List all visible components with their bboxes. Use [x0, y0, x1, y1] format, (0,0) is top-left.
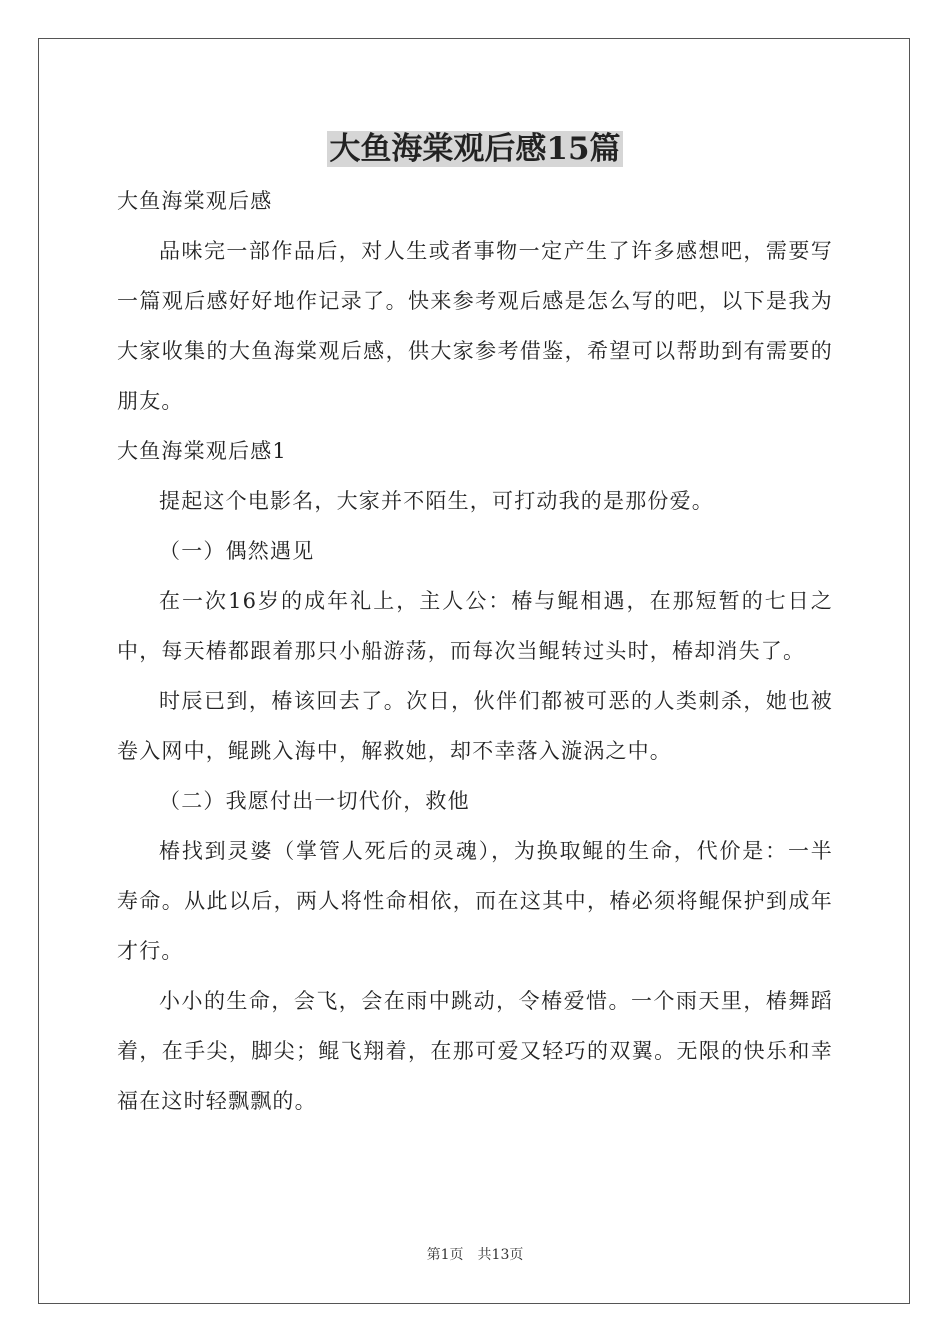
- paragraph: 提起这个电影名，大家并不陌生，可打动我的是那份爱。: [159, 489, 714, 513]
- subheading-part-1: （一）偶然遇见: [159, 539, 315, 563]
- paragraph: 时辰已到，椿该回去了。次日，伙伴们都被可恶的人类刺杀，她也被卷入网中，鲲跳入海中，解救她，却不幸落入漩涡之中。: [117, 689, 833, 763]
- document-body: [117, 176, 833, 1126]
- page-number: 第1页: [426, 1247, 464, 1263]
- page-footer: [0, 1245, 950, 1265]
- paragraph: 小小的生命，会飞，会在雨中跳动，令椿爱惜。一个雨天里，椿舞蹈着，在手尖，脚尖；鲲飞翔着，在那可爱又轻巧的双翼。无限的快乐和幸福在这时轻飘飘的。: [117, 989, 833, 1113]
- document-title-text: 大鱼海棠观后感15篇: [329, 131, 621, 167]
- section-heading-intro: 大鱼海棠观后感: [117, 189, 273, 213]
- section-heading-1: 大鱼海棠观后感1: [117, 439, 287, 463]
- page-total: 共13页: [477, 1247, 524, 1263]
- paragraph-intro: 品味完一部作品后，对人生或者事物一定产生了许多感想吧，需要写一篇观后感好好地作记录了。快来参考观后感是怎么写的吧，以下是我为大家收集的大鱼海棠观后感，供大家参考借鉴，希望可以帮助到有需要的朋友。: [117, 239, 833, 413]
- paragraph: 椿找到灵婆（掌管人死后的灵魂），为换取鲲的生命，代价是：一半寿命。从此以后，两人将性命相依，而在这其中，椿必须将鲲保护到成年才行。: [117, 839, 833, 963]
- document-title: [0, 126, 950, 172]
- paragraph: 在一次16岁的成年礼上，主人公：椿与鲲相遇，在那短暂的七日之中，每天椿都跟着那只小船游荡，而每次当鲲转过头时，椿却消失了。: [117, 589, 833, 663]
- subheading-part-2: （二）我愿付出一切代价，救他: [159, 789, 470, 813]
